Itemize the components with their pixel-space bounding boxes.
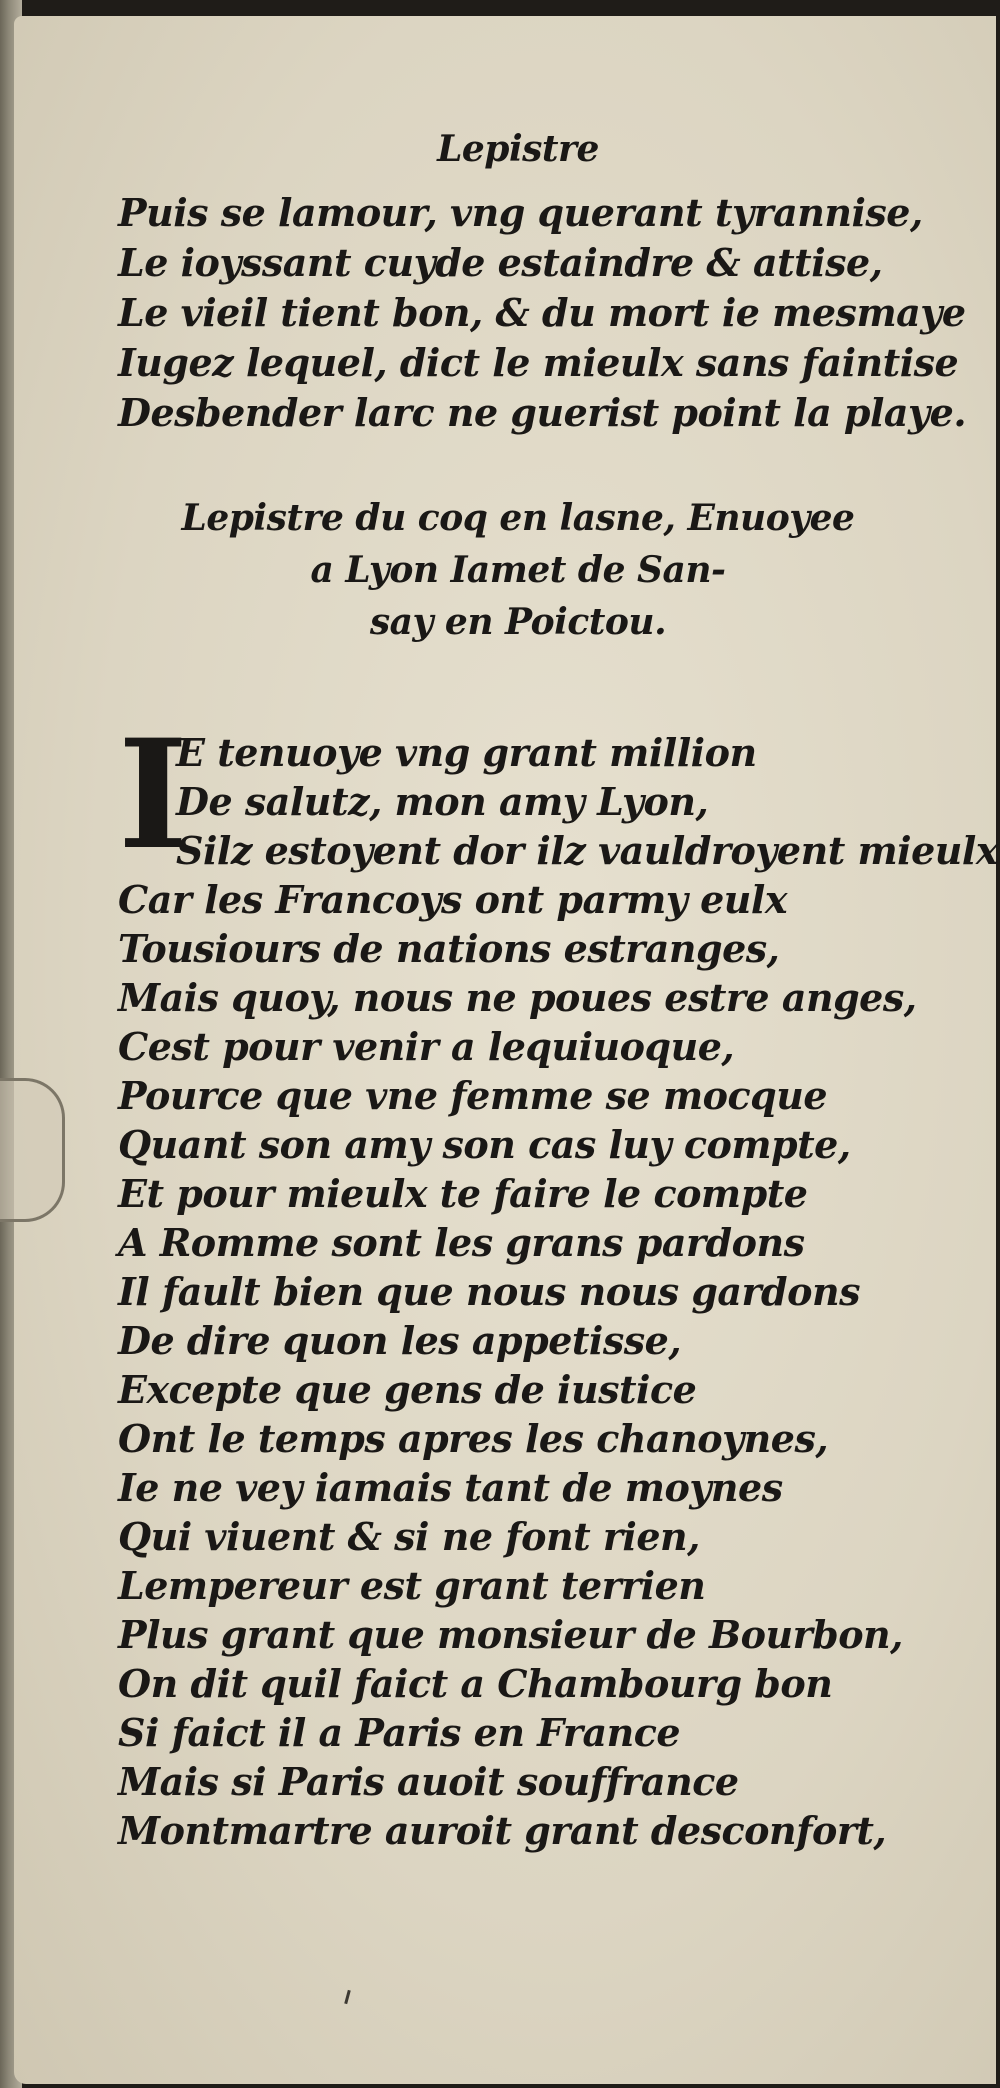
stanza-line: Le vieil tient bon, & du mort ie mesmaye <box>118 290 966 335</box>
poem-line: Mais quoy, nous ne poues estre anges, <box>118 975 917 1020</box>
poem-line: Plus grant que monsieur de Bourbon, <box>118 1612 903 1657</box>
opening-stanza <box>118 188 967 438</box>
poem-line: Et pour mieulx te faire le compte <box>118 1171 808 1216</box>
epistle-poem <box>118 707 999 1855</box>
page-text <box>118 128 999 1855</box>
heading-line: say en Poictou. <box>369 601 667 643</box>
heading-line: Lepistre du coq en lasne, Enuoyee <box>181 497 855 539</box>
poem-line: E tenuoye vng grant million <box>176 730 757 775</box>
drop-capital: I <box>118 707 188 883</box>
poem-line: Si faict il a Paris en France <box>118 1710 681 1755</box>
poem-line: On dit quil faict a Chambourg bon <box>118 1661 833 1706</box>
epistle-heading <box>118 492 918 648</box>
heading-line: a Lyon Iamet de San- <box>310 549 726 591</box>
poem-line: Montmartre auroit grant desconfort, <box>118 1808 887 1853</box>
poem-line: De salutz, mon amy Lyon, <box>176 779 709 824</box>
poem-line: De dire quon les appetisse, <box>118 1318 682 1363</box>
poem-line: Tousiours de nations estranges, <box>118 926 780 971</box>
poem-line: Excepte que gens de iustice <box>118 1367 697 1412</box>
poem-line: Mais si Paris auoit souffrance <box>118 1759 739 1804</box>
poem-line: Silz estoyent dor ilz vauldroyent mieulx <box>176 828 999 873</box>
running-title: Lepistre <box>437 128 599 170</box>
poem-line: Cest pour venir a lequiuoque, <box>118 1024 735 1069</box>
poem-line: Ie ne vey iamais tant de moynes <box>118 1465 783 1510</box>
poem-line: Quant son amy son cas luy compte, <box>118 1122 851 1167</box>
stanza-line: Iugez lequel, dict le mieulx sans faintise <box>118 340 959 385</box>
stanza-line: Le ioyssant cuyde estaindre & attise, <box>118 240 883 285</box>
page-clip <box>0 1078 65 1222</box>
stanza-line: Desbender larc ne guerist point la playe. <box>118 390 967 435</box>
poem-line: Qui viuent & si ne font rien, <box>118 1514 700 1559</box>
poem-line: Ont le temps apres les chanoynes, <box>118 1416 829 1461</box>
poem-line: Il fault bien que nous nous gardons <box>118 1269 860 1314</box>
stanza-line: Puis se lamour, vng querant tyrannise, <box>118 190 923 235</box>
poem-line: A Romme sont les grans pardons <box>118 1220 805 1265</box>
poem-line: Lempereur est grant terrien <box>118 1563 706 1608</box>
poem-line: Car les Francoys ont parmy eulx <box>118 877 788 922</box>
poem-line: Pource que vne femme se mocque <box>118 1073 828 1118</box>
